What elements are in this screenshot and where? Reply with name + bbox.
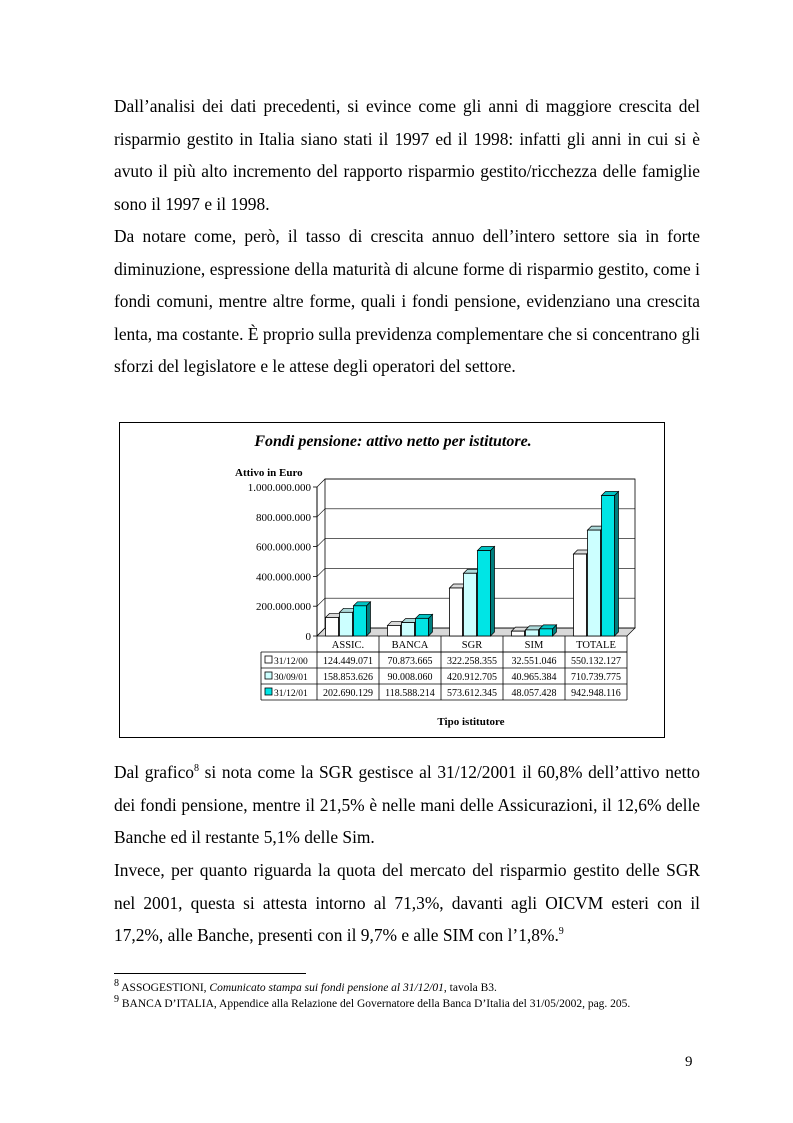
bar-sim-30-09-01 [526, 630, 539, 636]
bar-sgr-31-12-00 [450, 588, 463, 636]
y-tick-label: 1.000.000.000 [247, 482, 311, 494]
legend-swatch [265, 672, 272, 679]
paragraph-sgr-share [114, 756, 700, 854]
table-value: 32.551.046 [511, 656, 557, 667]
page-number: 9 [685, 1054, 693, 1070]
bar-sim-31-12-01 [540, 629, 553, 636]
bar-assic-31-12-01 [354, 606, 367, 636]
footnote-9-text: BANCA D’ITALIA, Appendice alla Relazione del Governatore della Banca D’Italia del 31/05/2002, pag. 205. [119, 998, 631, 1010]
chart-title: Fondi pensione: attivo netto per istitutore. [254, 433, 532, 450]
bar-assic-31-12-00 [326, 617, 339, 636]
y-tick-label: 600.000.000 [256, 541, 311, 554]
bar-totale-31-12-01 [602, 496, 615, 636]
bar-assic-30-09-01 [340, 612, 353, 636]
paragraph-analysis: Dall’analisi dei dati precedenti, si evince come gli anni di maggiore crescita del risparmio gestito in Italia siano stati il 1997 ed il 1998: infatti gli anni in cui si è avuto il più alto incremento del rapporto risparmio gestito/ricchezza delle famiglie sono il 1997 e il 1998. [114, 96, 700, 214]
footnote-ref-8[interactable]: 8 [194, 763, 199, 775]
table-value: 118.588.214 [385, 688, 435, 699]
gridline-side [317, 568, 325, 576]
bar-totale-30-09-01 [588, 530, 601, 636]
bar-sgr-30-09-01 [464, 573, 477, 636]
x-tick-label: ASSIC. [331, 640, 365, 651]
bar-sim-31-12-00 [512, 631, 525, 636]
x-tick-label: TOTALE [576, 640, 616, 651]
footnote-9 [114, 994, 700, 1012]
gridline-side [317, 539, 325, 547]
x-tick-label: SIM [524, 640, 544, 651]
footnote-9-number: 9 [114, 994, 119, 1006]
bar-sgr-31-12-01 [478, 551, 491, 636]
y-tick-label: 400.000.000 [256, 571, 311, 584]
gridline-side [317, 509, 325, 517]
footnote-ref-9[interactable]: 9 [558, 926, 564, 938]
footnote-8-text-b: , tavola B3. [443, 982, 497, 994]
footnote-8-text-a: ASSOGESTIONI, [119, 982, 210, 994]
paragraph-sgr-share-text-b: si nota come la SGR gestisce al 31/12/2001 il 60,8% dell’attivo netto dei fondi pensione, mentre il 21,5% è nelle mani delle Assicurazioni, il 12,6% delle Banche ed il restante 5,1% delle Sim. [114, 762, 700, 848]
table-value: 90.008.060 [387, 672, 433, 683]
footnote-8-number: 8 [114, 978, 119, 990]
y-tick-label: 800.000.000 [256, 511, 311, 524]
table-value: 550.132.127 [571, 656, 621, 667]
table-value: 158.853.626 [323, 672, 373, 683]
x-tick-label: SGR [461, 640, 483, 651]
footnote-8 [114, 978, 700, 996]
x-tick-label: BANCA [391, 640, 429, 651]
bar-chart [120, 423, 666, 739]
table-value: 322.258.355 [447, 656, 497, 667]
table-value: 573.612.345 [447, 688, 497, 699]
bar-assic-31-12-01-side [367, 602, 371, 636]
legend-swatch [265, 688, 272, 695]
bar-totale-31-12-01-side [615, 492, 619, 636]
footnote-8-italic-title: Comunicato stampa sui fondi pensione al 31/12/01 [209, 982, 444, 994]
table-value: 48.057.428 [511, 688, 557, 699]
legend-label: 30/09/01 [274, 673, 308, 683]
paragraph-market-share [114, 854, 700, 952]
bar-sgr-31-12-01-side [491, 547, 495, 636]
chart-frame [119, 422, 665, 738]
bar-totale-31-12-00 [574, 554, 587, 636]
table-value: 40.965.384 [511, 672, 557, 683]
footnote-separator [114, 973, 306, 974]
paragraph-market-share-text: Invece, per quanto riguarda la quota del mercato del risparmio gestito delle SGR nel 2001, questa si attesta intorno al 71,3%, davanti agli OICVM esteri con il 17,2%, alle Banche, presenti con il 9,7% e alle SIM con l’1,8%. [114, 860, 700, 946]
table-value: 70.873.665 [387, 656, 433, 667]
y-axis-title: Attivo in Euro [235, 467, 303, 479]
bar-banca-30-09-01 [402, 623, 415, 636]
y-tick-label: 200.000.000 [256, 601, 311, 614]
paragraph-sgr-share-text-a: Dal grafico [114, 762, 194, 782]
gridline-side [317, 479, 325, 487]
table-value: 710.739.775 [571, 672, 621, 683]
legend-label: 31/12/00 [274, 657, 308, 667]
bar-banca-31-12-00 [388, 625, 401, 636]
table-value: 202.690.129 [323, 688, 373, 699]
gridline-side [317, 598, 325, 606]
legend-label: 31/12/01 [274, 689, 308, 699]
table-value: 942.948.116 [571, 688, 621, 699]
y-tick-label: 0 [305, 631, 311, 643]
bar-banca-31-12-01 [416, 618, 429, 636]
table-value: 124.449.071 [323, 656, 373, 667]
legend-swatch [265, 656, 272, 663]
table-value: 420.912.705 [447, 672, 497, 683]
paragraph-growth-rate: Da notare come, però, il tasso di crescita annuo dell’intero settore sia in forte diminuzione, espressione della maturità di alcune forme di risparmio gestito, come i fondi comuni, mentre altre forme, quali i fondi pensione, evidenziano una crescita lenta, ma costante. È proprio sulla previdenza complementare che si concentrano gli sforzi del legislatore e le attese degli operatori del settore. [114, 226, 700, 377]
x-axis-title: Tipo istitutore [437, 716, 505, 728]
